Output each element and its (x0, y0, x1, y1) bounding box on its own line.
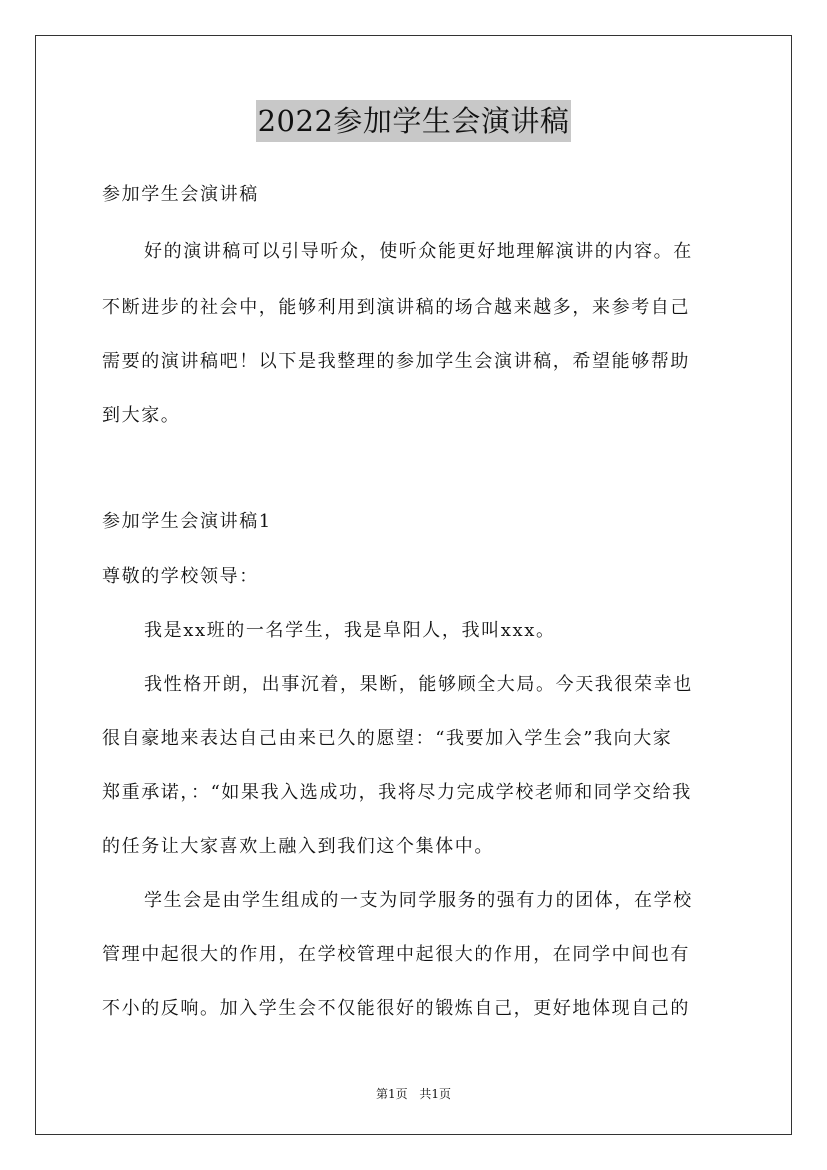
title-container (0, 100, 827, 142)
paragraph-line: 很自豪地来表达自己由来已久的愿望：“我要加入学生会”我向大家 (102, 728, 673, 749)
paragraph-line: 需要的演讲稿吧！以下是我整理的参加学生会演讲稿，希望能够帮助 (102, 351, 690, 372)
paragraph-line: 管理中起很大的作用，在学校管理中起很大的作用，在同学中间也有 (102, 944, 690, 965)
document-title: 2022参加学生会演讲稿 (256, 100, 572, 142)
paragraph-line: 我是xx班的一名学生，我是阜阳人，我叫xxx。 (144, 620, 556, 641)
paragraph-line: 的任务让大家喜欢上融入到我们这个集体中。 (102, 836, 494, 857)
paragraph-line: 不小的反响。加入学生会不仅能很好的锻炼自己，更好地体现自己的 (102, 998, 690, 1019)
paragraph-line: 不断进步的社会中，能够利用到演讲稿的场合越来越多，来参考自己 (102, 297, 690, 318)
salutation: 尊敬的学校领导： (102, 566, 259, 587)
paragraph-line: 我性格开朗，出事沉着，果断，能够顾全大局。今天我很荣幸也 (144, 674, 693, 695)
paragraph-line: 郑重承诺，：“如果我入选成功，我将尽力完成学校老师和同学交给我 (102, 782, 692, 803)
page-total: 共1页 (419, 1087, 452, 1101)
paragraph-line: 参加学生会演讲稿 (102, 184, 259, 205)
section-heading: 参加学生会演讲稿1 (102, 511, 272, 532)
page-footer (0, 1085, 827, 1102)
page-number: 第1页 (375, 1087, 408, 1101)
paragraph-line: 学生会是由学生组成的一支为同学服务的强有力的团体，在学校 (144, 890, 693, 911)
paragraph-line: 到大家。 (102, 405, 181, 426)
paragraph-line: 好的演讲稿可以引导听众，使听众能更好地理解演讲的内容。在 (144, 241, 693, 262)
